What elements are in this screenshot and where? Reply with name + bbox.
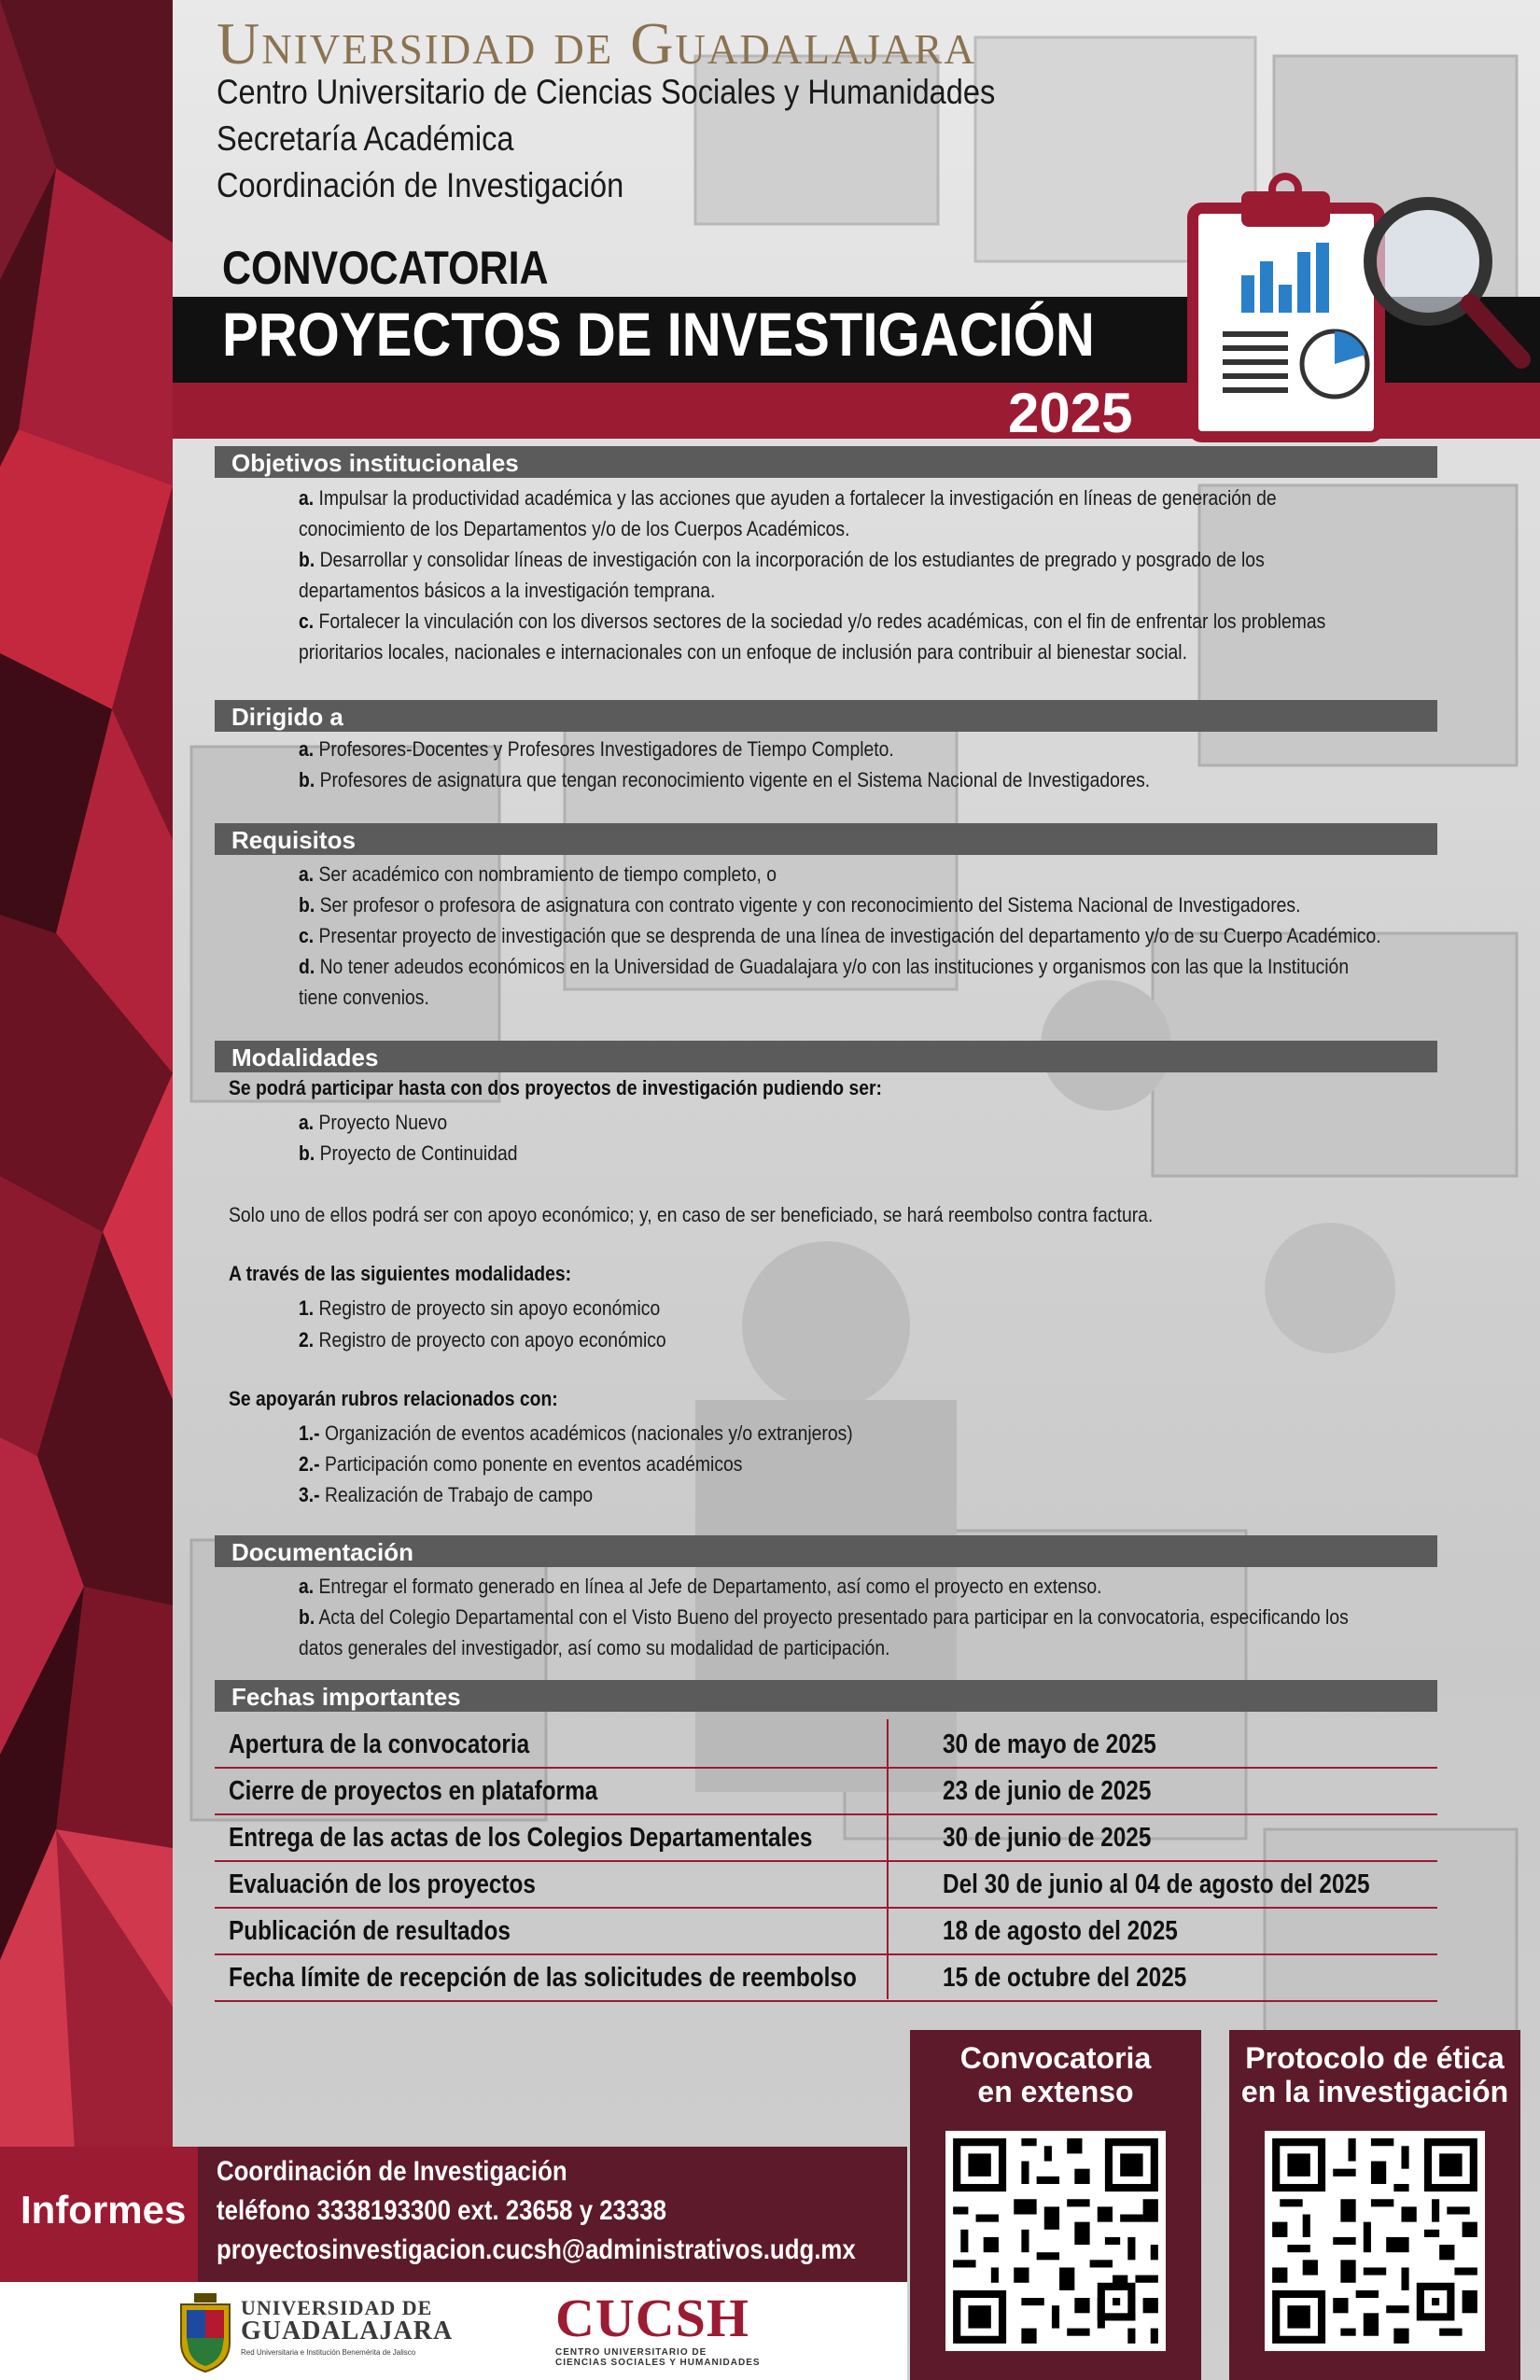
cucsh-logo: CUCSH CENTRO UNIVERSITARIO DE CIENCIAS SOCIALES Y HUMANIDADES <box>555 2288 761 2368</box>
informes-label: Informes <box>21 2188 187 2232</box>
date-column-divider <box>887 1719 889 1999</box>
date-value: 30 de mayo de 2025 <box>943 1729 1156 1759</box>
date-value: 30 de junio de 2025 <box>943 1823 1152 1853</box>
dirigido-line: a. Profesores-Docentes y Profesores Investigadores de Tiempo Completo. <box>299 737 894 761</box>
qr-convocatoria[interactable] <box>910 2030 1201 2380</box>
modalidad-item: 2. Registro de proyecto con apoyo económico <box>299 1328 666 1351</box>
section-title-objetivos: Objetivos institucionales <box>231 449 519 477</box>
objetivos-line: c. Fortalecer la vinculación con los diversos sectores de la sociedad y/o redes académicas, con el fin de enfrentar los problemas <box>299 609 1326 633</box>
rubros-head: Se apoyarán rubros relacionados con: <box>229 1387 558 1410</box>
qr-protocolo[interactable] <box>1229 2030 1520 2380</box>
requisitos-line: c. Presentar proyecto de investigación que se desprenda de una línea de investigación del departamento y/o de su Cuerpo Académico. <box>299 924 1381 947</box>
left-decoration <box>0 0 173 2151</box>
contact-phone: teléfono 3338193300 ext. 23658 y 23338 <box>217 2195 666 2226</box>
logo-strip <box>0 2282 907 2380</box>
date-value: 23 de junio de 2025 <box>943 1776 1152 1806</box>
date-value: 15 de octubre del 2025 <box>943 1963 1187 1993</box>
date-label: Entrega de las actas de los Colegios Departamentales <box>229 1823 813 1853</box>
objetivos-line: prioritarios locales, nacionales e internacionales con un enfoque de inclusión para contribuir al bienestar social. <box>299 640 1187 664</box>
main-title: PROYECTOS DE INVESTIGACIÓN <box>222 300 1095 369</box>
qr-convocatoria-title: Convocatoria en extenso <box>959 2041 1152 2108</box>
documentacion-line: a. Entregar el formato generado en línea al Jefe de Departamento, así como el proyecto en extenso. <box>299 1575 1102 1598</box>
date-row <box>215 1955 1437 2002</box>
dirigido-line: b. Profesores de asignatura que tengan reconocimiento vigente en el Sistema Nacional de Investigadores. <box>299 768 1151 791</box>
documentacion-line: b. Acta del Colegio Departamental con el Visto Bueno del proyecto presentado para participar en la convocatoria, especificando los <box>299 1605 1349 1629</box>
date-row <box>215 1722 1437 1769</box>
date-row <box>215 1769 1437 1815</box>
section-title-fechas: Fechas importantes <box>231 1683 461 1711</box>
modalidades-note: Solo uno de ellos podrá ser con apoyo económico; y, en caso de ser beneficiado, se hará reembolso contra factura. <box>229 1203 1154 1226</box>
documentacion-line: datos generales del investigador, así como su modalidad de participación. <box>299 1636 890 1659</box>
objetivos-line: conocimiento de los Departamentos y/o de los Cuerpos Académicos. <box>299 517 850 540</box>
requisitos-line: tiene convenios. <box>299 986 429 1009</box>
year: 2025 <box>1008 382 1133 444</box>
section-title-modalidades: Modalidades <box>231 1043 379 1071</box>
rubro-item: 2.- Participación como ponente en eventos académicos <box>299 1452 743 1476</box>
requisitos-line: b. Ser profesor o profesora de asignatura con contrato vigente y con reconocimiento del Sistema Nacional de Investigadores. <box>299 893 1301 917</box>
date-row <box>215 1909 1437 1955</box>
secretaria-name: Secretaría Académica <box>217 119 514 158</box>
date-label: Fecha límite de recepción de las solicitudes de reembolso <box>229 1963 857 1993</box>
section-bar-modalidades <box>215 1041 1437 1072</box>
center-name: Centro Universitario de Ciencias Sociales y Humanidades <box>217 73 996 111</box>
date-row <box>215 1815 1437 1862</box>
date-value: 18 de agosto del 2025 <box>943 1916 1178 1946</box>
qr-code-icon[interactable] <box>1265 2131 1485 2351</box>
section-bar-dirigido <box>215 700 1437 732</box>
modalidad-type: a. Proyecto Nuevo <box>299 1111 448 1134</box>
section-title-dirigido: Dirigido a <box>231 703 343 731</box>
objetivos-line: departamentos básicos a la investigación temprana. <box>299 579 716 602</box>
udg-logo: UNIVERSIDAD DE GUADALAJARA Red Universitaria e Institución Benemérita de Jalisco <box>241 2296 454 2357</box>
convocatoria-label: CONVOCATORIA <box>222 242 549 294</box>
modalidad-type: b. Proyecto de Continuidad <box>299 1141 518 1165</box>
clipboard-magnifier-icon <box>1185 173 1540 448</box>
qr-code-icon[interactable] <box>945 2131 1166 2351</box>
contact-email[interactable]: proyectosinvestigacion.cucsh@administrativos.udg.mx <box>217 2234 856 2265</box>
coordinacion-name: Coordinación de Investigación <box>217 166 624 204</box>
date-label: Evaluación de los proyectos <box>229 1869 536 1899</box>
qr-protocolo-title: Protocolo de ética en la investigación <box>1240 2041 1509 2108</box>
date-label: Publicación de resultados <box>229 1916 511 1946</box>
date-row <box>215 1862 1437 1909</box>
date-label: Cierre de proyectos en plataforma <box>229 1776 598 1806</box>
modalidad-item: 1. Registro de proyecto sin apoyo económico <box>299 1296 661 1320</box>
contact-office: Coordinación de Investigación <box>217 2156 567 2187</box>
requisitos-line: a. Ser académico con nombramiento de tiempo completo, o <box>299 862 777 886</box>
modalidades-intro: Se podrá participar hasta con dos proyectos de investigación pudiendo ser: <box>229 1076 882 1099</box>
date-label: Apertura de la convocatoria <box>229 1729 530 1759</box>
objetivos-line: b. Desarrollar y consolidar líneas de investigación con la incorporación de los estudiantes de pregrado y posgrado de los <box>299 548 1265 571</box>
rubro-item: 3.- Realización de Trabajo de campo <box>299 1483 594 1506</box>
section-title-documentacion: Documentación <box>231 1538 414 1566</box>
objetivos-line: a. Impulsar la productividad académica y las acciones que ayuden a fortalecer la investigación en líneas de generación de <box>299 486 1277 510</box>
rubro-item: 1.- Organización de eventos académicos (nacionales y/o extranjeros) <box>299 1421 853 1445</box>
udg-shield-icon <box>177 2291 233 2378</box>
section-title-requisitos: Requisitos <box>231 826 356 854</box>
university-name: Universidad de Guadalajara <box>217 10 976 77</box>
date-divider <box>215 2000 1437 2002</box>
date-value: Del 30 de junio al 04 de agosto del 2025 <box>943 1869 1370 1899</box>
modalidades-through-head: A través de las siguientes modalidades: <box>229 1262 572 1285</box>
section-bar-requisitos <box>215 823 1437 855</box>
requisitos-line: d. No tener adeudos económicos en la Universidad de Guadalajara y/o con las instituciones y organismos con las que la Institución <box>299 955 1350 978</box>
